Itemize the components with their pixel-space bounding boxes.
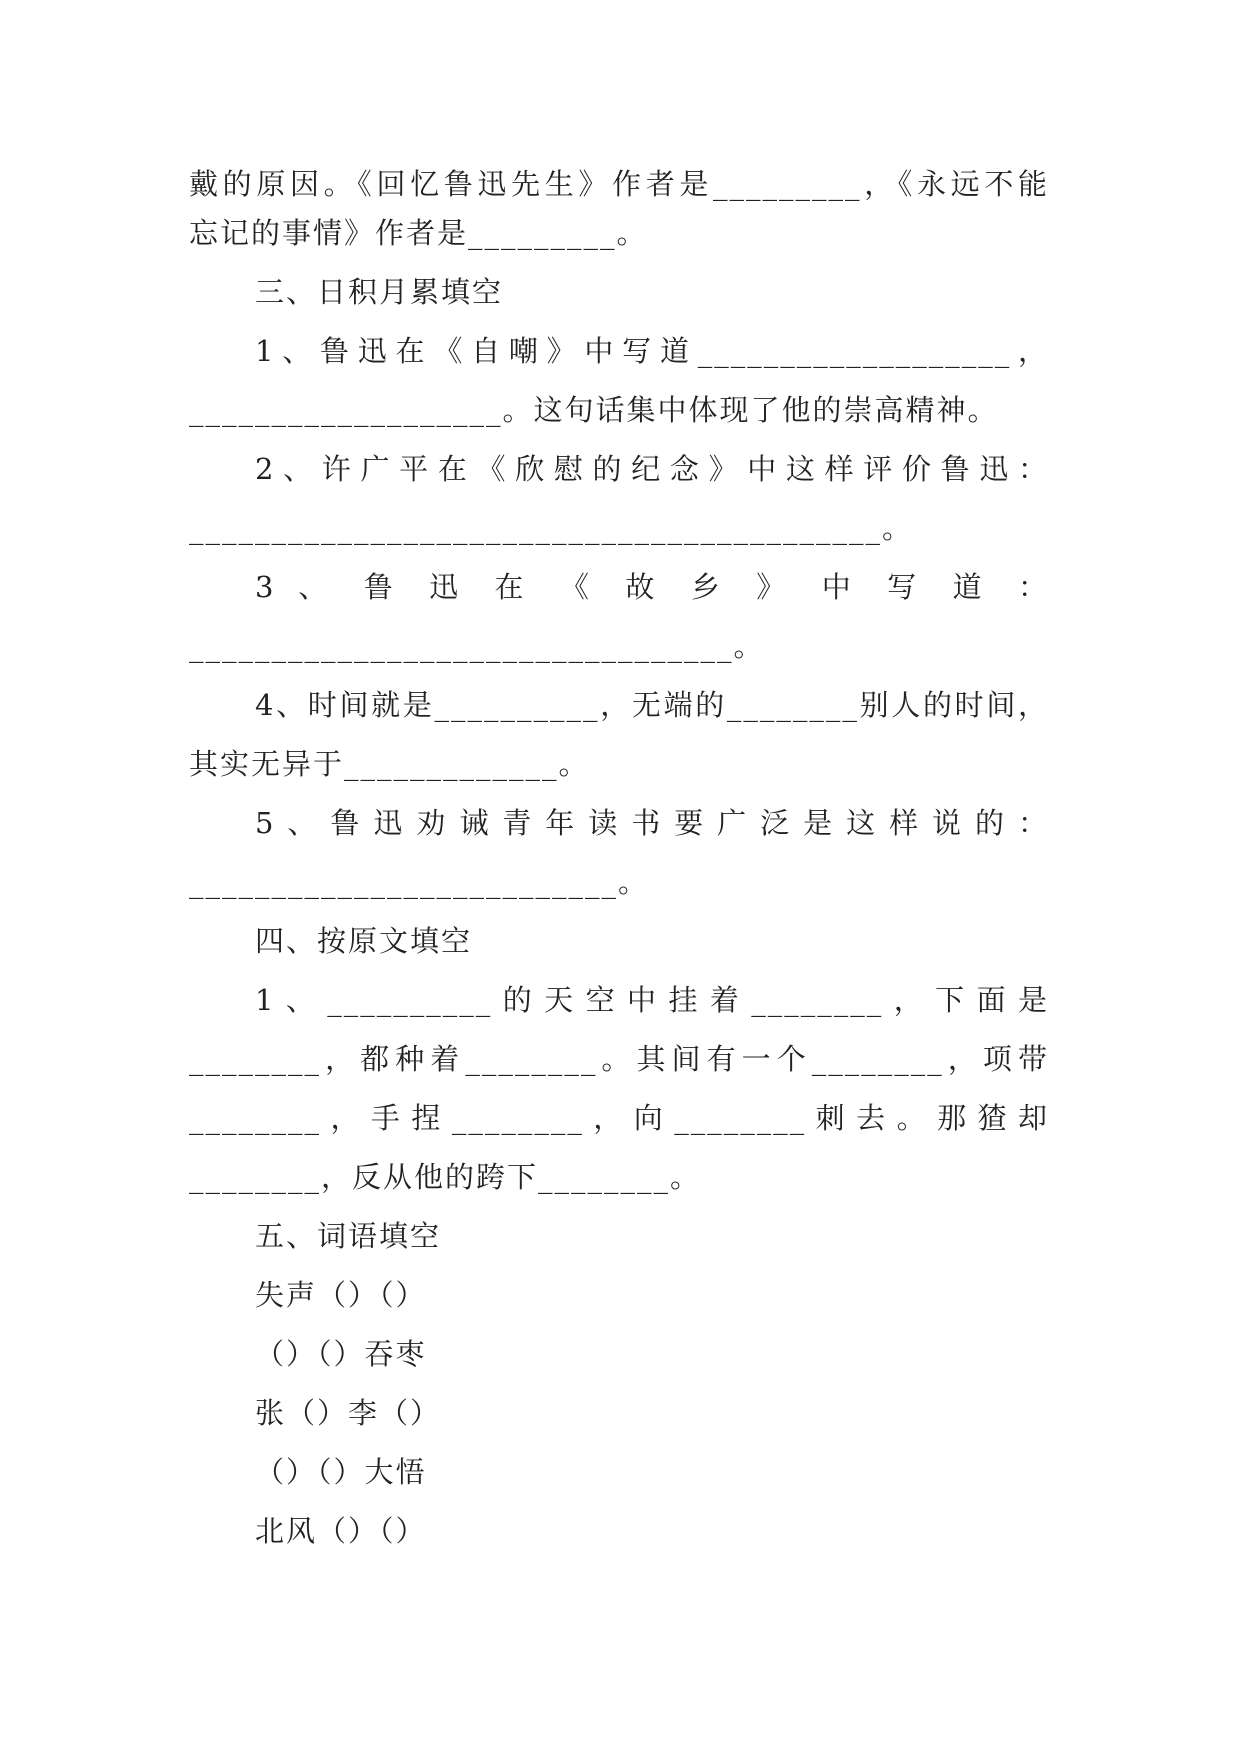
question-line: 2、许广平在《欣慰的纪念》中这样评价鲁迅： [255,452,1049,486]
paragraph-line: 戴的原因。《回忆鲁迅先生》作者是_________，《永远不能 [189,167,1049,201]
section-heading-3: 三、日积月累填空 [255,275,504,309]
question-line: 5、鲁迅劝诫青年读书要广泛是这样说的： [255,806,1049,840]
question-line: 其实无异于_____________。 [189,747,590,781]
question-line: ________，反从他的跨下________。 [189,1160,702,1194]
answer-blank-line: __________________________________________。 [189,511,914,545]
question-line: ________，都种着________。其间有一个________，项带 [189,1042,1049,1076]
word-item: 失声（）（） [255,1278,427,1312]
question-line: ________，手捏________，向________刺去。那猹却 [189,1101,1049,1135]
word-item: 张（）李（） [255,1396,442,1430]
question-line: 1、鲁迅在《自嘲》中写道___________________， [255,334,1049,368]
word-item: （）（）大悟 [255,1455,427,1489]
section-heading-4: 四、按原文填空 [255,924,473,958]
word-item: （）（）吞枣 [255,1337,427,1371]
question-line: 1、__________的天空中挂着________，下面是 [255,983,1049,1017]
section-heading-5: 五、词语填空 [255,1219,442,1253]
question-line: ___________________。这句话集中体现了他的崇高精神。 [189,393,999,427]
question-line: 3 、 鲁 迅 在 《 故 乡 》 中 写 道 ： [255,570,1049,604]
question-line: 4、时间就是__________，无端的________别人的时间， [255,688,1049,722]
answer-blank-line: _________________________________。 [189,629,765,663]
word-item: 北风（）（） [255,1514,427,1548]
answer-blank-line: __________________________。 [189,865,650,899]
paragraph-line: 忘记的事情》作者是_________。 [189,216,648,250]
